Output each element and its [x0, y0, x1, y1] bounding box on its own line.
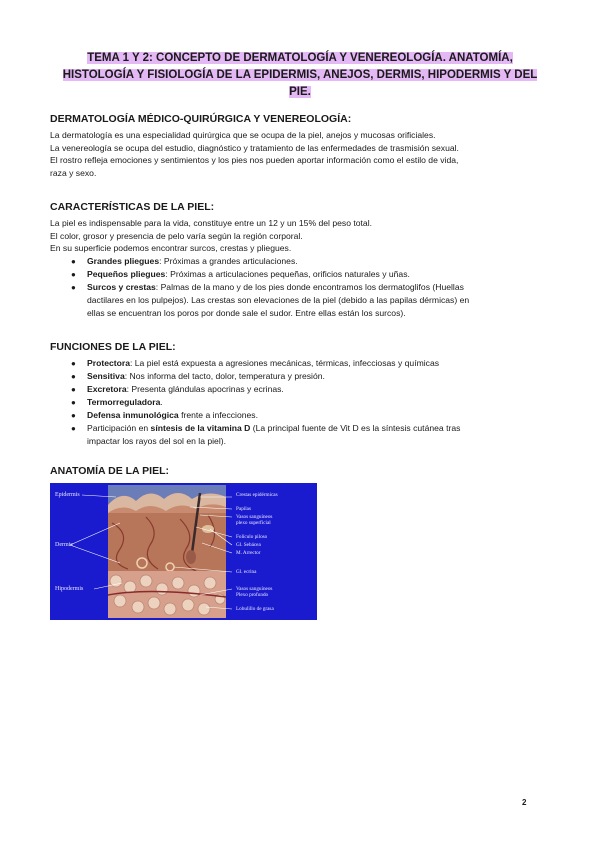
figure-label-left: Dermis — [55, 542, 73, 548]
figure-label-right: Papilas — [236, 506, 251, 512]
list-item-text: impactar los rayos del sol en la piel). — [87, 436, 226, 446]
list-item — [50, 357, 550, 370]
section-caracteristicas — [50, 201, 550, 320]
list-item-text: : Próximas a grandes articulaciones. — [159, 255, 298, 266]
page-number: 2 — [522, 798, 527, 807]
section-anatomia — [50, 465, 550, 481]
paragraph: La dermatología es una especialidad quirúrgica que se ocupa de la piel, anejos y mucosas orificiales. — [50, 130, 436, 140]
bullet-icon: ● — [71, 372, 76, 381]
list-item — [50, 268, 550, 281]
list-item-text: (La principal fuente de Vit D es la síntesis cutánea tras — [250, 423, 461, 433]
list-item — [50, 396, 550, 409]
list-item-text: : Nos informa del tacto, dolor, temperatura y presión. — [124, 371, 325, 381]
paragraph: El color, grosor y presencia de pelo varía según la región corporal. — [50, 230, 303, 241]
figure-label-right: Vasos sanguíneos — [236, 514, 273, 520]
title-line-1: TEMA 1 Y 2: CONCEPTO DE DERMATOLOGÍA Y VENEREOLOGÍA. ANATOMÍA, — [87, 52, 513, 64]
figure-label-right: Lobulillo de grasa — [236, 606, 274, 612]
list-item-text: Participación en — [87, 423, 151, 433]
list-item-term: Excretora — [87, 384, 127, 394]
section-heading: CARACTERÍSTICAS DE LA PIEL: — [50, 201, 215, 213]
list-item-text: : Palmas de la mano y de los pies donde encontramos los dermatoglifos (Huellas — [155, 281, 464, 292]
bullet-icon: ● — [71, 411, 76, 420]
title-line-3: PIE. — [289, 86, 311, 98]
figure-label-left: Epidermis — [55, 492, 80, 498]
list-item-text: : Próximas a articulaciones pequeñas, orificios naturales y uñas. — [165, 268, 410, 279]
figure-label-right: Vasos sanguíneos — [236, 586, 273, 592]
bullet-icon: ● — [71, 424, 76, 433]
bullet-list — [50, 255, 550, 320]
list-item-text: : Presenta glándulas apocrinas y ecrinas. — [126, 384, 284, 394]
figure-label-right: Folículo piloso — [236, 534, 268, 540]
bullet-icon: ● — [71, 282, 76, 292]
figure-label-right: Plexo profundo — [236, 592, 269, 598]
list-item-term: Sensitiva — [87, 371, 125, 381]
list-item — [50, 370, 550, 383]
section-funciones — [50, 341, 550, 448]
figure-label-right: Gl. Sebácea — [236, 542, 261, 548]
list-item-text: ellas se encuentran los poros por donde sale el sudor. Entre ellas están los surcos). — [87, 307, 406, 318]
figure-label-right: M. Arrector — [236, 550, 261, 556]
list-item-text: frente a infecciones. — [178, 410, 258, 420]
figure-label-right: plexo superficial — [236, 520, 271, 526]
section-heading: DERMATOLOGÍA MÉDICO-QUIRÚRGICA Y VENEREOLOGÍA: — [50, 113, 352, 125]
paragraph: El rostro refleja emociones y sentimientos y los pies nos pueden aportar información como el estilo de vida, — [50, 155, 459, 165]
paragraph: La venereología se ocupa del estudio, diagnóstico y tratamiento de las enfermedades de trasmisión sexual. — [50, 142, 459, 153]
figure-label-right: Gl. ecrina — [236, 569, 257, 575]
list-item-term: Pequeños pliegues — [87, 268, 166, 279]
paragraph: En su superficie podemos encontrar surcos, crestas y pliegues. — [50, 243, 292, 253]
bullet-icon: ● — [71, 385, 76, 394]
bullet-icon: ● — [71, 256, 76, 266]
figure-label-left: Hipodermis — [55, 586, 84, 592]
section-heading: FUNCIONES DE LA PIEL: — [50, 341, 176, 353]
bullet-icon: ● — [71, 398, 76, 407]
list-item-text: : La piel está expuesta a agresiones mecánicas, térmicas, infecciosas y químicas — [129, 358, 440, 368]
list-item-term: síntesis de la vitamina D — [150, 423, 251, 433]
list-item-text: dactilares en los pulpejos). Las crestas son elevaciones de la piel (debido a las papilas dérmicas) en — [87, 294, 470, 305]
paragraph: raza y sexo. — [50, 167, 97, 178]
list-item-term: Defensa inmunológica — [87, 410, 179, 420]
list-item-term: Termorreguladora — [87, 397, 161, 407]
list-item — [50, 422, 550, 448]
skin-cross-section-illustration — [50, 483, 317, 620]
paragraph: La piel es indispensable para la vida, constituye entre un 12 y un 15% del peso total. — [50, 218, 373, 228]
list-item-term: Grandes pliegues — [87, 255, 160, 266]
list-item-term: Surcos y crestas — [87, 281, 156, 292]
list-item — [50, 409, 550, 422]
skin-anatomy-figure — [50, 483, 317, 620]
bullet-icon: ● — [71, 269, 76, 279]
list-item-text: . — [160, 397, 163, 407]
list-item — [50, 281, 550, 320]
section-dermatologia — [50, 113, 550, 179]
page-title — [50, 50, 550, 101]
bullet-list — [50, 357, 550, 448]
section-heading: ANATOMÍA DE LA PIEL: — [50, 465, 169, 477]
list-item — [50, 383, 550, 396]
bullet-icon: ● — [71, 359, 76, 368]
list-item-term: Protectora — [87, 358, 130, 368]
figure-label-right: Crestas epidérmicas — [236, 492, 278, 498]
list-item — [50, 255, 550, 268]
title-line-2: HISTOLOGÍA Y FISIOLOGÍA DE LA EPIDERMIS, ANEJOS, DERMIS, HIPODERMIS Y DEL — [62, 69, 538, 81]
